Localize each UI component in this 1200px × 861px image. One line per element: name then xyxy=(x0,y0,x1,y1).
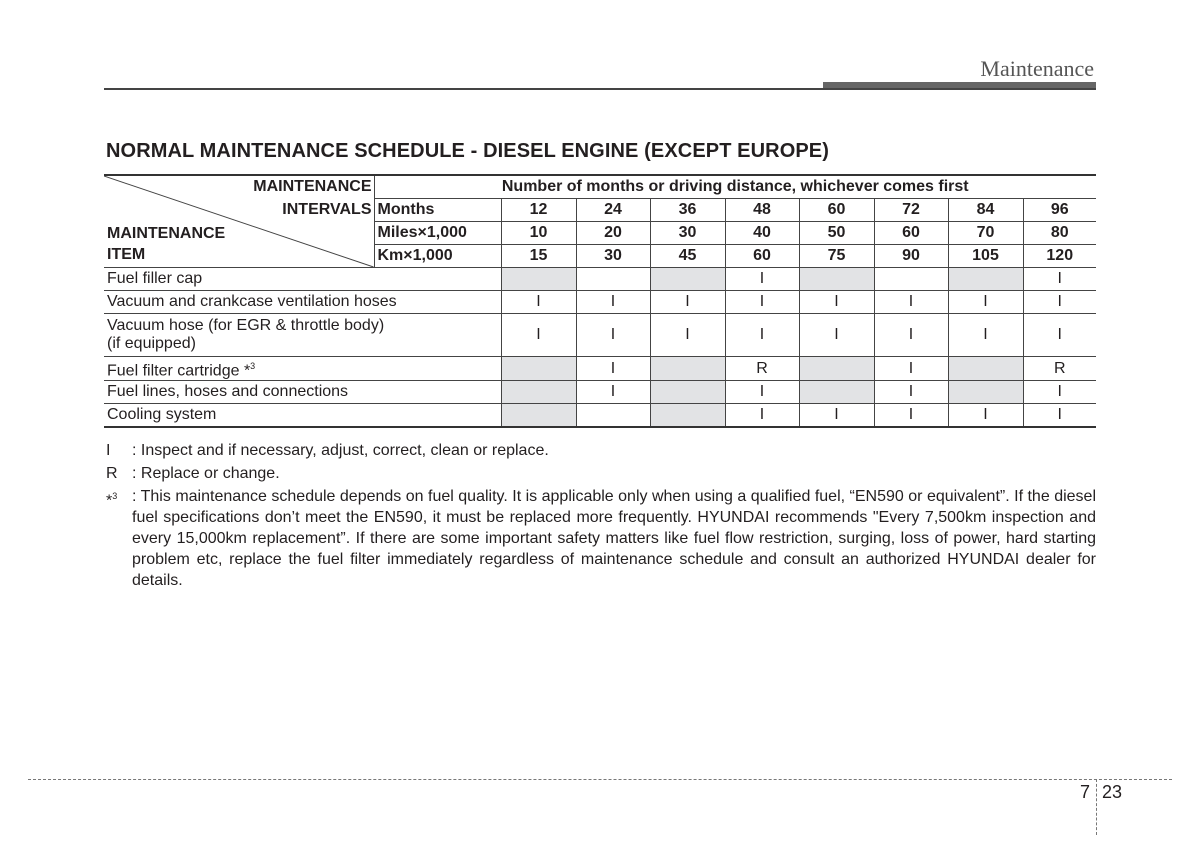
item-label xyxy=(104,357,501,381)
interval-cell: 15 xyxy=(501,245,576,268)
legend-replace xyxy=(106,463,1096,484)
footnote-sup: 3 xyxy=(250,361,256,371)
item-label: Fuel filler cap xyxy=(104,268,501,291)
mark-cell: I xyxy=(725,291,799,314)
table-row xyxy=(104,404,1096,428)
maintenance-schedule-table xyxy=(104,174,1096,428)
mark-cell xyxy=(650,404,725,428)
interval-cell: 30 xyxy=(576,245,650,268)
mark-cell xyxy=(501,357,576,381)
mark-cell xyxy=(948,381,1023,404)
mark-cell: I xyxy=(650,314,725,357)
corner-intervals-label: INTERVALS xyxy=(282,201,372,218)
table-row xyxy=(104,291,1096,314)
page-number: 23 xyxy=(1102,782,1123,802)
header-rule xyxy=(104,88,1096,90)
interval-cell: 75 xyxy=(799,245,874,268)
corner-item-label-line1: MAINTENANCE xyxy=(107,225,226,242)
interval-cell: 60 xyxy=(725,245,799,268)
interval-cell: 40 xyxy=(725,222,799,245)
mark-cell: I xyxy=(874,404,948,428)
table-row xyxy=(104,381,1096,404)
table-row xyxy=(104,314,1096,357)
interval-cell: 70 xyxy=(948,222,1023,245)
interval-cell: 30 xyxy=(650,222,725,245)
footnote-sup: 3 xyxy=(112,491,118,501)
footer-divider xyxy=(28,779,1172,780)
item-label: Cooling system xyxy=(104,404,501,428)
mark-cell: I xyxy=(874,291,948,314)
mark-cell: I xyxy=(725,404,799,428)
mark-cell xyxy=(650,357,725,381)
mark-cell: I xyxy=(874,381,948,404)
mark-cell xyxy=(501,268,576,291)
footer-vertical-divider xyxy=(1096,779,1097,835)
chapter-number: 7 xyxy=(1080,782,1091,802)
legend-text: : Inspect and if necessary, adjust, correct, clean or replace. xyxy=(132,442,549,459)
mark-cell xyxy=(799,381,874,404)
interval-cell: 48 xyxy=(725,199,799,222)
miles-label: Miles×1,000 xyxy=(374,222,501,245)
item-label: Fuel lines, hoses and connections xyxy=(104,381,501,404)
mark-cell xyxy=(576,268,650,291)
mark-cell: I xyxy=(799,314,874,357)
mark-cell: I xyxy=(1023,268,1096,291)
mark-cell: I xyxy=(799,291,874,314)
legend-key: I xyxy=(106,442,111,459)
legend xyxy=(106,440,1096,591)
interval-cell: 90 xyxy=(874,245,948,268)
mark-cell: I xyxy=(799,404,874,428)
legend-key: R xyxy=(106,465,118,482)
mark-cell: I xyxy=(874,314,948,357)
mark-cell: I xyxy=(576,314,650,357)
km-label: Km×1,000 xyxy=(374,245,501,268)
mark-cell: I xyxy=(948,404,1023,428)
mark-cell: I xyxy=(576,291,650,314)
interval-cell: 72 xyxy=(874,199,948,222)
item-label-line2: (if equipped) xyxy=(107,335,196,352)
interval-cell: 80 xyxy=(1023,222,1096,245)
legend-text: : This maintenance schedule depends on fuel quality. It is applicable only when using a qualified fuel, “EN590 or equivalent”. If the diesel fuel specifications don’t meet the EN590, it must be replaced more frequently. HYUNDAI recommends "Every 7,500km inspection and every 15,000km replacement”. If there are some important safety matters like fuel flow restriction, surging, loss of power, hard starting problem etc, replace the fuel filter immediately regardless of maintenance schedule and consult an authorized HYUNDAI dealer for details. xyxy=(132,488,1096,589)
mark-cell: I xyxy=(725,268,799,291)
mark-cell xyxy=(799,357,874,381)
mark-cell xyxy=(650,268,725,291)
span-header-row xyxy=(104,175,1096,199)
mark-cell: I xyxy=(1023,314,1096,357)
mark-cell xyxy=(576,404,650,428)
mark-cell: I xyxy=(948,314,1023,357)
footnote-star: * xyxy=(106,492,113,510)
corner-item-label-line2: ITEM xyxy=(107,246,146,263)
interval-cell: 105 xyxy=(948,245,1023,268)
interval-cell: 20 xyxy=(576,222,650,245)
interval-cell: 10 xyxy=(501,222,576,245)
mark-cell xyxy=(948,357,1023,381)
item-label-line1: Vacuum hose (for EGR & throttle body) xyxy=(107,317,385,334)
corner-maintenance-label: MAINTENANCE xyxy=(253,178,372,195)
mark-cell xyxy=(874,268,948,291)
mark-cell: I xyxy=(1023,291,1096,314)
months-label: Months xyxy=(374,199,501,222)
interval-cell: 120 xyxy=(1023,245,1096,268)
item-label xyxy=(104,314,501,357)
section-title: NORMAL MAINTENANCE SCHEDULE - DIESEL ENGINE (EXCEPT EUROPE) xyxy=(106,140,829,162)
legend-key xyxy=(106,486,132,591)
interval-cell: 24 xyxy=(576,199,650,222)
mark-cell: I xyxy=(501,291,576,314)
mark-cell: R xyxy=(1023,357,1096,381)
interval-cell: 50 xyxy=(799,222,874,245)
interval-cell: 96 xyxy=(1023,199,1096,222)
mark-cell: I xyxy=(501,314,576,357)
mark-cell xyxy=(799,268,874,291)
interval-cell: 84 xyxy=(948,199,1023,222)
interval-cell: 36 xyxy=(650,199,725,222)
legend-inspect xyxy=(106,440,1096,461)
mark-cell xyxy=(501,404,576,428)
mark-cell: I xyxy=(948,291,1023,314)
mark-cell: I xyxy=(576,381,650,404)
mark-cell xyxy=(650,381,725,404)
interval-cell: 60 xyxy=(874,222,948,245)
header-title: Maintenance xyxy=(980,56,1094,81)
table-row xyxy=(104,268,1096,291)
mark-cell: I xyxy=(650,291,725,314)
mark-cell: I xyxy=(1023,381,1096,404)
mark-cell: I xyxy=(576,357,650,381)
mark-cell: I xyxy=(725,381,799,404)
mark-cell xyxy=(501,381,576,404)
interval-cell: 12 xyxy=(501,199,576,222)
item-label-text: Fuel filter cartridge * xyxy=(107,362,251,380)
corner-header-cell xyxy=(104,175,374,268)
interval-cell: 60 xyxy=(799,199,874,222)
table-row xyxy=(104,357,1096,381)
mark-cell: I xyxy=(874,357,948,381)
legend-footnote xyxy=(106,486,1096,591)
interval-cell: 45 xyxy=(650,245,725,268)
mark-cell: I xyxy=(1023,404,1096,428)
legend-text: : Replace or change. xyxy=(132,465,280,482)
mark-cell: R xyxy=(725,357,799,381)
mark-cell xyxy=(948,268,1023,291)
span-header: Number of months or driving distance, whichever comes first xyxy=(374,175,1096,199)
item-label: Vacuum and crankcase ventilation hoses xyxy=(104,291,501,314)
mark-cell: I xyxy=(725,314,799,357)
